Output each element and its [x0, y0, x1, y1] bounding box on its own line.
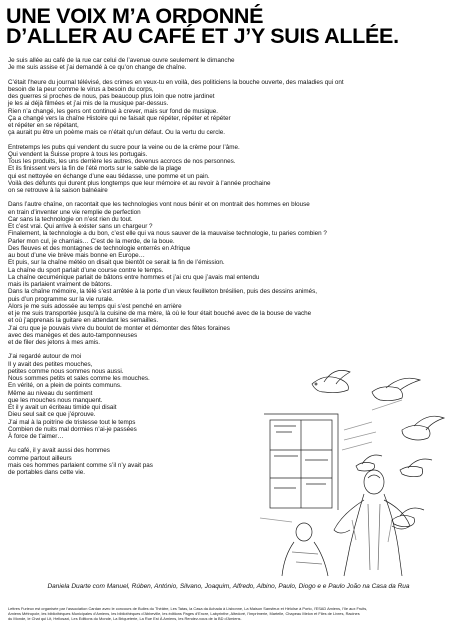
- poem-line: puis d’un programme sur la vie rurale.: [8, 295, 114, 303]
- pigeon-drawing-6: [392, 508, 424, 527]
- poem-line: des guerres si proches de nous, pas beaucoup plus loin que notre jardinet: [8, 93, 215, 100]
- poem-line: En vérité, on a plein de points communs.: [8, 382, 122, 390]
- poem-line: Tous les produits, les uns derrière les autres, devenus accrocs de nos personnes.: [8, 158, 236, 165]
- poem-line: on se retrouve à la saison balnéaire: [8, 187, 108, 194]
- poem-line: Et ils finissent vers la fin de l’été morts sur le sable de la plage: [8, 165, 182, 173]
- poem-line: en train d’inventer une vie remplie de perfection: [8, 208, 141, 216]
- title-line-2: D’ALLER AU CAFÉ ET J’Y SUIS ALLÉE.: [6, 24, 399, 48]
- pigeon-drawing-5: [400, 459, 432, 477]
- poem-line: Finalement, la technologie a du bon, c’est elle qui va nous sauver de la mauvaise technologie, tu paries combien ?: [8, 230, 327, 238]
- poem-stanza: [8, 201, 448, 346]
- poem-line: je les ai déjà filmées et j’ai mis de la musique par-dessus.: [8, 100, 169, 108]
- pigeon-drawing-1: [312, 370, 350, 392]
- poem-stanza: [8, 57, 448, 72]
- poem-line: et où j’apprenais la guitare en attendant les semailles.: [8, 317, 159, 325]
- poem-line: J’ai mal à la poitrine de tristesse tout le temps: [8, 418, 136, 426]
- poem-line: de portables dans cette vie.: [8, 469, 86, 476]
- pigeon-drawing-4: [356, 455, 382, 471]
- poem-line: Je suis allée au café de la rue car celui de l’avenue ouvre seulement le dimanche: [8, 57, 235, 64]
- credits-footer: [8, 606, 451, 621]
- poem-line: Combien de nuits mal dormies n’ai-je passées: [8, 425, 137, 433]
- poem-line: Alors je me suis adossée au temps qui s’est penché en arrière: [8, 302, 182, 310]
- poem-line: que les mouches nous manquent.: [8, 396, 103, 404]
- poem-line: Et il y avait un écriteau timide qui disait: [8, 404, 117, 411]
- poem-line: et je me suis transportée jusqu’à la cuisine de ma mère, là où le four était bouché avec de la bouse de vache: [8, 310, 312, 317]
- poem-line: Rien n’a changé, les gens ont continué à crever, mais sur fond de musique.: [8, 107, 219, 115]
- poem-line: mais ils parlaient vraiment de bâtons.: [8, 281, 112, 288]
- poem-line: mais ces hommes parlaient comme s’il n’y avait pas: [8, 461, 153, 469]
- poem-line: avec des manèges et des auto-tamponneuses: [8, 331, 138, 339]
- poem-line: et de filer des jetons à mes amis.: [8, 339, 101, 346]
- illustration-men-with-pigeons: [252, 370, 450, 578]
- poem-line: Dans la chaîne mémoire, la télé s’est arrêtée à la porte d’un vieux feuilleton brésilien, puis des dessins animés,: [8, 288, 318, 296]
- window-drawing: [264, 414, 338, 510]
- poem-line: Des fleuves et des montagnes de technologie enterrés en Afrique: [8, 244, 191, 252]
- poem-title: [6, 6, 451, 46]
- poem-line: Je me suis assise et j’ai demandé à ce qu’on change de chaîne.: [8, 64, 187, 72]
- poem-line: petites comme nous sommes nous aussi.: [8, 367, 124, 375]
- poem-line: À force de t’aimer…: [8, 433, 64, 440]
- poem-line: et répéter en se répétant,: [8, 122, 79, 129]
- poem-line: Même au niveau du sentiment: [8, 389, 93, 397]
- standing-man-drawing: [334, 470, 410, 576]
- poem-line: Car sans la technologie on n’est rien du tout.: [8, 215, 133, 223]
- title-line-1: UNE VOIX M’A ORDONNÉ: [6, 4, 264, 28]
- poem-line: La chaîne œcuménique parlait de bâtons entre hommes et j’ai cru que j’avais mal entendu: [8, 273, 260, 281]
- poem-stanza: [8, 144, 448, 195]
- seated-man-drawing: [282, 523, 328, 576]
- footer-line: Amiens Métropole, les bibliothèques Municipales d’Amiens, les bibliothèques d’Abbeville, les éditions Pages d’Encre, Labyrinthe, Altedoré, l’Imprimerie, Martelle, Chapeau Melon et Files de Livres, Racines: [8, 611, 360, 616]
- poem-line: Entretemps les pubs qui vendent du sucre pour la veine ou de la crème pour l’âme.: [8, 143, 240, 151]
- poem-stanza: [8, 79, 448, 137]
- poem-line: J’ai cru que je pouvais vivre du boulot de monter et démonter des fêtes foraines: [8, 324, 230, 332]
- illustration-caption: Daniela Duarte com Manuel, Rúben, António, Silvano, Joaquim, Alfredo, Albino, Paulo, Diogo e e Paulo João na Casa da Rua: [47, 583, 410, 590]
- footer-line: Lettres Furieux est organisée par l’association Cardan avec le concours de Bulles du Théâtre, Les Tatas, la Casa da Achada à Lisbonne, La Maison Sansfeux et Héloïse à Porto, l’ESAD Amiens, l’Ile aux Fruits,: [8, 606, 368, 611]
- poem-line: Au café, il y avait aussi des hommes: [8, 447, 110, 455]
- poem-line: J’ai regardé autour de moi: [8, 353, 82, 361]
- poem-line: Parler mon cul, je charriais… C’est de la merde, de la boue.: [8, 237, 175, 245]
- poem-line: qui est nettoyée en échange d’une eau tiédasse, une pomme et un pain.: [8, 172, 210, 180]
- poem-line: Dans l’autre chaîne, on racontait que les technologies vont nous bénir et on montrait des hommes en blouse: [8, 201, 310, 209]
- poem-line: Et c’est vrai. Qui arrive à exister sans un chargeur ?: [8, 223, 153, 230]
- pigeon-drawing-2: [372, 378, 420, 400]
- poem-line: C’était l’heure du journal télévisé, des crimes en veux-tu en voilà, des politiciens la bouche ouverte, des maladies qui ont: [8, 78, 344, 86]
- poem-line: Qui vendent la Suisse propre à tous les portugais.: [8, 150, 148, 158]
- poem-line: Nous sommes petits et sales comme les mouches.: [8, 375, 150, 382]
- poem-line: Voilà des défunts qui durent plus longtemps que leur mémoire et au revoir à l’année prochaine: [8, 179, 271, 187]
- pigeon-drawing-3: [402, 416, 444, 440]
- poem-line: comme partout ailleurs: [8, 454, 72, 462]
- poem-line: La chaîne du sport parlait d’une course contre le temps.: [8, 266, 164, 274]
- poem-line: Dieu seul sait ce que j’éprouve.: [8, 411, 96, 419]
- poem-line: ça aurait pu être un poème mais ce n’était qu’un défaut. Ou la vertu du cercle.: [8, 129, 226, 137]
- poem-line: Ça a changé vers la chaîne Histoire qui ne faisait que répéter, répéter et répéter: [8, 114, 231, 122]
- poem-line: Il y avait des petites mouches,: [8, 360, 93, 368]
- poem-line: au bout d’une vie brève mais bonne en Europe…: [8, 252, 145, 259]
- poem-line: besoin de la peur comme le virus a besoin du corps,: [8, 85, 154, 93]
- footer-line: du Monde, le Chat qui Lit, Hellosaxi, Les Editions du Monde, La Briqueterie, La Rue Est À Amiens, les Rendez-vous de la BD d’Amiens.: [8, 616, 242, 621]
- poem-line: Et puis, sur la chaîne météo on disait que bientôt ce serait la fin de l’émission.: [8, 259, 225, 267]
